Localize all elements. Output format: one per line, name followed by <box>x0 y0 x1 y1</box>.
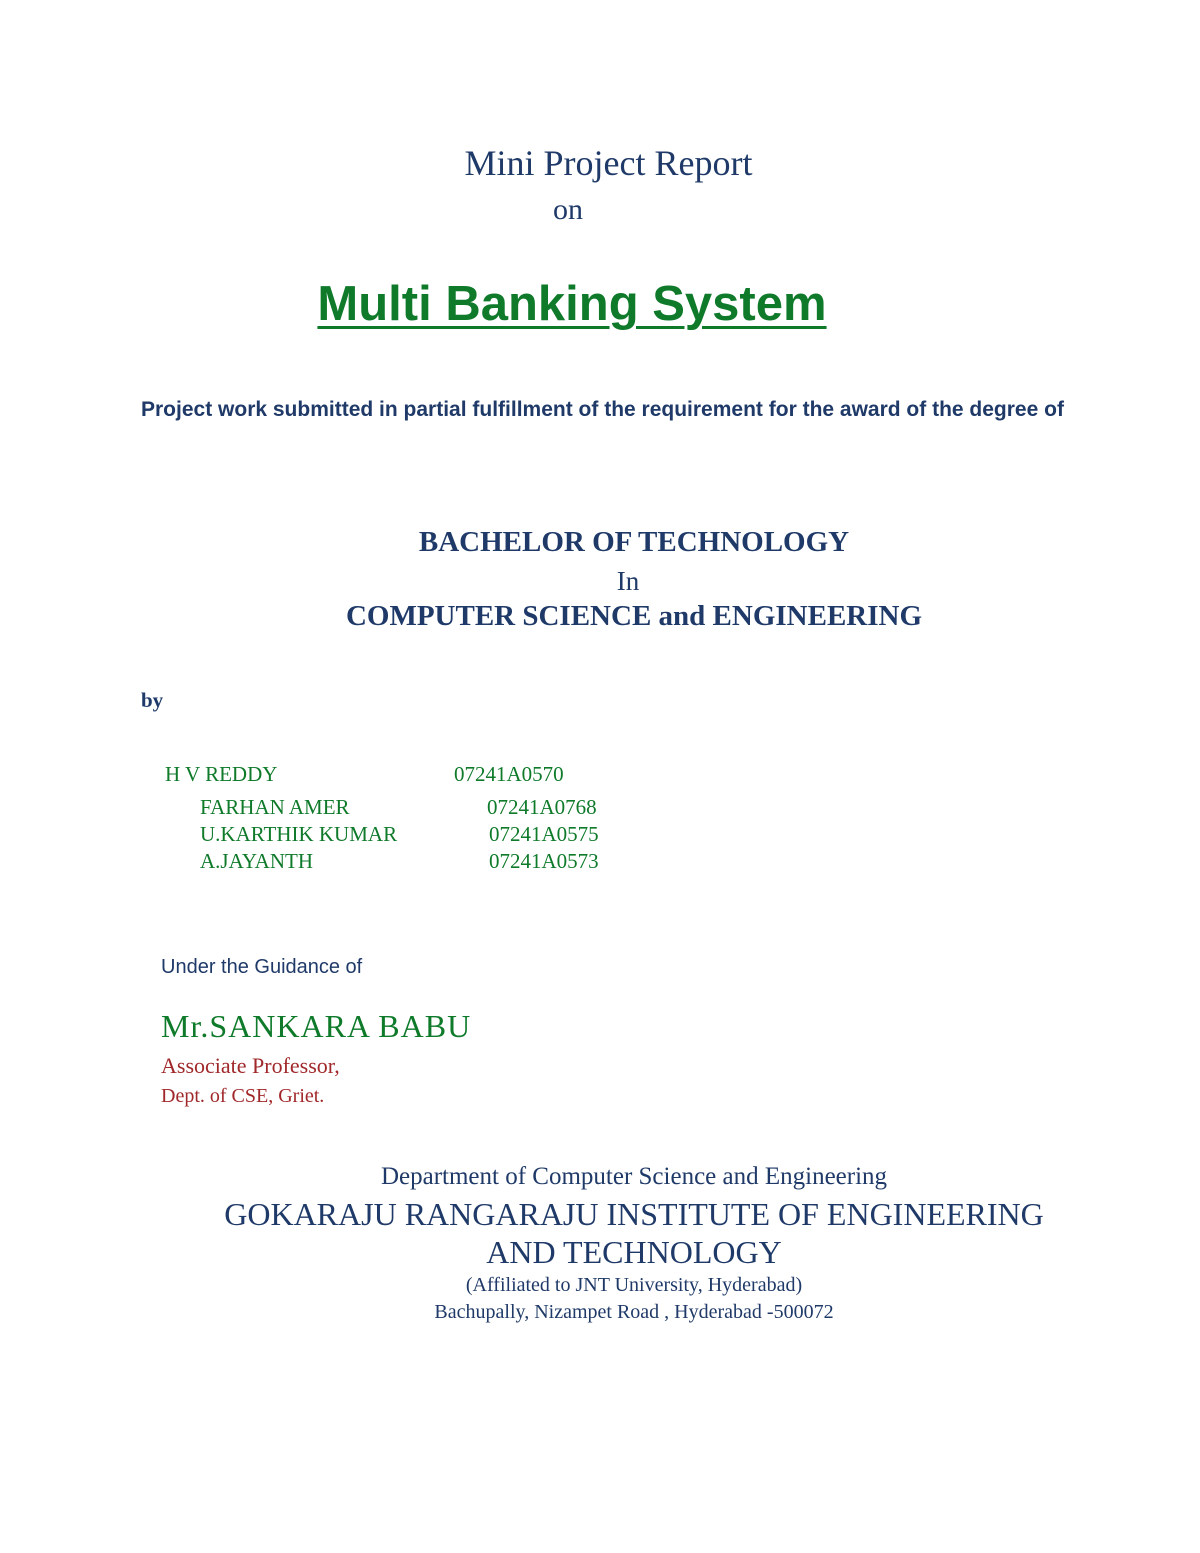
student-roll: 07241A0573 <box>489 849 599 873</box>
by-label: by <box>141 688 164 712</box>
affiliation: (Affiliated to JNT University, Hyderabad) <box>465 1274 803 1296</box>
guide-designation: Associate Professor, <box>161 1053 340 1078</box>
student-name: A.JAYANTH <box>200 849 313 873</box>
report-title: Mini Project Report <box>464 143 753 183</box>
student-roll: 07241A0768 <box>487 795 597 819</box>
report-on-label: on <box>553 193 583 226</box>
degree-name: BACHELOR OF TECHNOLOGY <box>418 526 850 558</box>
department-name: Department of Computer Science and Engineering <box>380 1163 888 1190</box>
guide-name: Mr.SANKARA BABU <box>161 1008 472 1044</box>
branch-name: COMPUTER SCIENCE and ENGINEERING <box>345 600 923 632</box>
institute-name-line1: GOKARAJU RANGARAJU INSTITUTE OF ENGINEERING <box>224 1196 1044 1232</box>
student-name: FARHAN AMER <box>200 795 350 819</box>
student-name: H V REDDY <box>165 762 278 786</box>
guide-department: Dept. of CSE, Griet. <box>161 1085 325 1107</box>
address: Bachupally, Nizampet Road , Hyderabad -500072 <box>434 1301 834 1323</box>
guidance-label: Under the Guidance of <box>161 956 363 978</box>
student-roll: 07241A0570 <box>454 762 564 786</box>
student-roll: 07241A0575 <box>489 822 599 846</box>
submission-statement: Project work submitted in partial fulfillment of the requirement for the award of the degree of <box>141 398 1064 421</box>
institute-name-line2: AND TECHNOLOGY <box>486 1234 782 1270</box>
project-title: Multi Banking System <box>317 277 827 331</box>
student-name: U.KARTHIK KUMAR <box>200 822 398 846</box>
degree-in-label: In <box>616 566 640 596</box>
